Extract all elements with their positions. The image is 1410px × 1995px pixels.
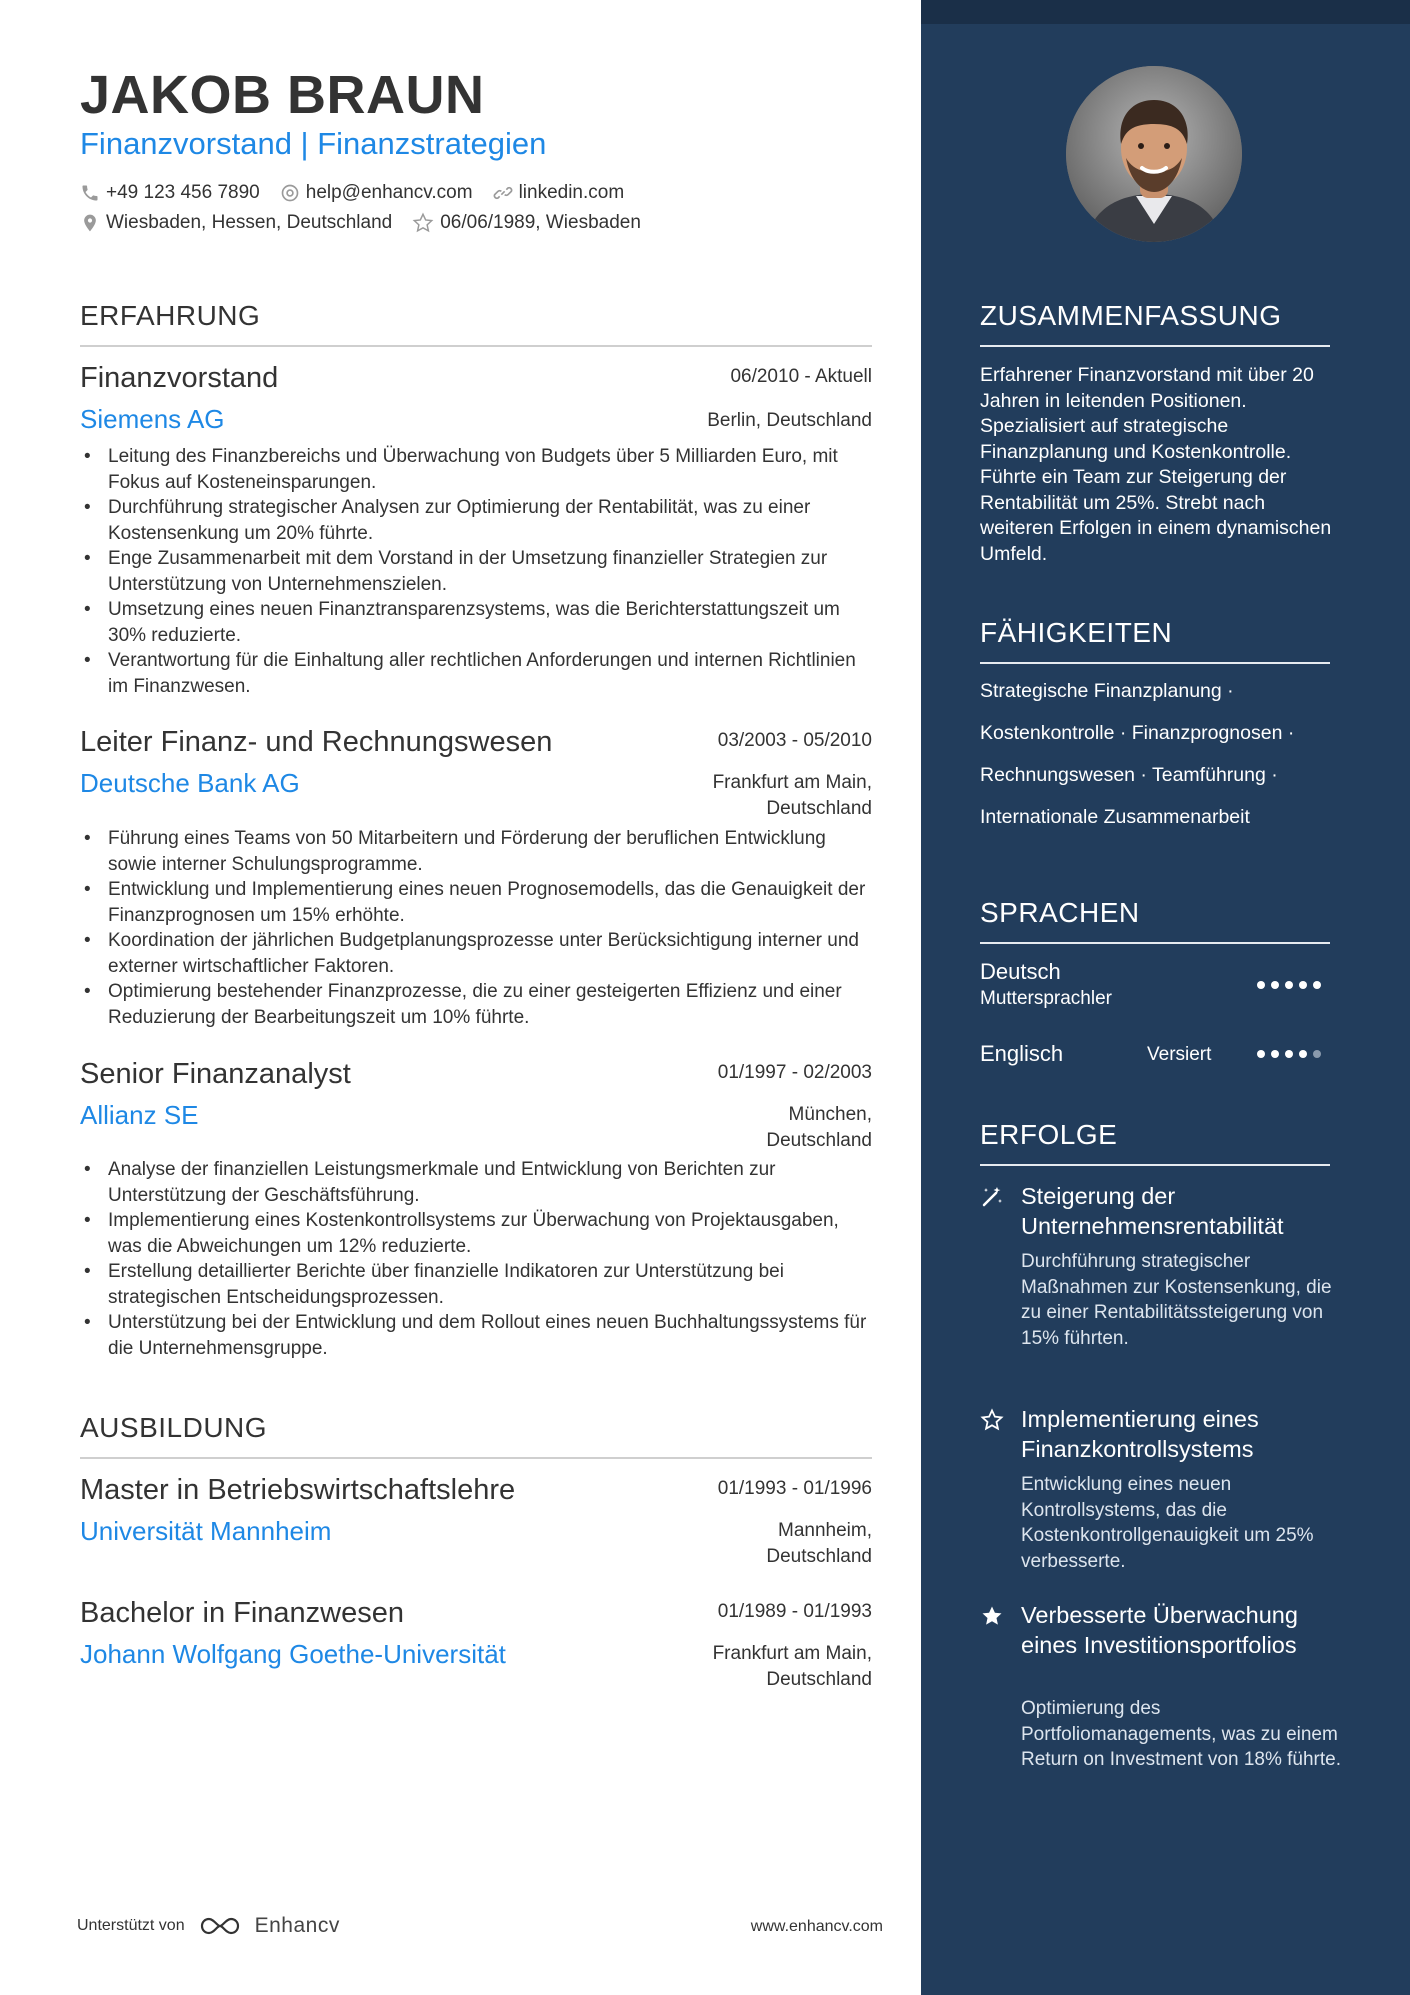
education-location-line: Deutschland (766, 1669, 872, 1690)
contact-row-1 (80, 182, 644, 204)
job-date: 06/2010 - Aktuell (730, 366, 872, 387)
job-location-line: München, (788, 1104, 872, 1125)
avatar (1066, 66, 1242, 242)
education-heading: AUSBILDUNG (80, 1412, 268, 1443)
education-location-line: Frankfurt am Main, (712, 1643, 872, 1664)
job-company: Deutsche Bank AG (80, 768, 300, 798)
job-bullet: • Implementierung eines Kostenkontrollsystems zur Überwachung von Projektausgaben, was die Abweichungen um 12% reduzierte. (108, 1208, 872, 1259)
achievement-title: Implementierung eines Finanzkontrollsystems (1021, 1406, 1259, 1462)
job-bullets (80, 444, 872, 699)
achievement-title: Steigerung der Unternehmensrentabilität (1021, 1183, 1284, 1239)
job-role: Leiter Finanz- und Rechnungswesen (80, 726, 553, 758)
skills-divider (980, 662, 1330, 664)
rating-dot-filled (1285, 981, 1293, 989)
achievement-item (980, 1404, 1340, 1574)
achievement-description: Optimierung des Portfoliomanagements, was zu einem Return on Investment von 18% führte. (1021, 1698, 1342, 1770)
achievement-title: Verbesserte Überwachung eines Investitionsportfolios (1021, 1602, 1298, 1658)
contact-phone (80, 182, 260, 204)
location-text: Wiesbaden, Hessen, Deutschland (106, 212, 393, 233)
wand-icon (980, 1185, 1004, 1209)
star-outline-icon (412, 212, 434, 234)
job-bullet: • Leitung des Finanzbereichs und Überwachung von Budgets über 5 Milliarden Euro, mit Fokus auf Kosteneinsparungen. (108, 444, 872, 495)
enhancv-logo-icon (197, 1914, 243, 1938)
summary-heading: ZUSAMMENFASSUNG (980, 300, 1282, 331)
achievement-description: Durchführung strategischer Maßnahmen zur Kostensenkung, die zu einer Rentabilitätssteigerung von 15% führten. (1021, 1251, 1332, 1349)
languages-divider (980, 942, 1330, 944)
birth-text: 06/06/1989, Wiesbaden (440, 212, 641, 233)
sidebar-top-band (921, 0, 1410, 24)
brand-text: Enhancv (254, 1914, 340, 1937)
contact-birth (412, 212, 641, 234)
job-bullet: • Durchführung strategischer Analysen zur Optimierung der Rentabilität, was zu einer Kostensenkung um 20% führte. (108, 495, 872, 546)
star-outline-icon (980, 1408, 1004, 1432)
job-bullet: • Entwicklung und Implementierung eines neuen Prognosemodells, das die Genauigkeit der Finanzprognosen um 15% erhöhte. (108, 877, 872, 928)
rating-dot-filled (1257, 1050, 1265, 1058)
skills-line: Kostenkontrolle · Finanzprognosen · (980, 722, 1295, 744)
language-name: Englisch (980, 1041, 1064, 1066)
job-bullet: • Verantwortung für die Einhaltung aller rechtlichen Anforderungen und internen Richtlinien im Finanzwesen. (108, 648, 872, 699)
powered-by-text: Unterstützt von (77, 1917, 185, 1934)
skills-line: Strategische Finanzplanung · (980, 680, 1234, 702)
summary-divider (980, 345, 1330, 347)
portrait-image (1066, 66, 1242, 242)
star-filled-icon (980, 1604, 1004, 1628)
job-location (713, 770, 872, 822)
phone-text: +49 123 456 7890 (106, 182, 260, 203)
languages-heading: SPRACHEN (980, 897, 1140, 928)
skills-line: Internationale Zusammenarbeit (980, 806, 1250, 828)
experience-divider (80, 345, 872, 347)
experience-heading: ERFAHRUNG (80, 300, 261, 331)
rating-dot-filled (1285, 1050, 1293, 1058)
skills-line: Rechnungswesen · Teamführung · (980, 764, 1278, 786)
job-role: Senior Finanzanalyst (80, 1058, 351, 1090)
job-bullet: • Führung eines Teams von 50 Mitarbeitern und Förderung der beruflichen Entwicklung sowie interner Schulungsprogramme. (108, 826, 872, 877)
job-location (766, 1102, 872, 1154)
education-school: Universität Mannheim (80, 1516, 332, 1546)
candidate-title: Finanzvorstand | Finanzstrategien (80, 126, 547, 161)
education-entry (80, 1474, 872, 1574)
contact-row-2 (80, 212, 661, 234)
language-level: Versiert (1147, 1044, 1212, 1065)
job-location-line: Frankfurt am Main, (712, 772, 872, 793)
achievement-description: Entwicklung eines neuen Kontrollsystems, das die Kostenkontrollgenauigkeit um 25% verbesserte. (1021, 1474, 1314, 1572)
education-divider (80, 1457, 872, 1459)
rating-dot-filled (1271, 981, 1279, 989)
at-icon (280, 183, 300, 203)
language-level: Muttersprachler (980, 988, 1112, 1009)
location-pin-icon (80, 213, 100, 233)
education-date: 01/1989 - 01/1993 (717, 1601, 872, 1622)
achievement-item (980, 1600, 1340, 1820)
education-entry (80, 1597, 872, 1697)
rating-dot-filled (1257, 981, 1265, 989)
job-bullet: • Koordination der jährlichen Budgetplanungsprozesse unter Berücksichtigung interner und externer wirtschaftlicher Faktoren. (108, 928, 872, 979)
contact-location (80, 212, 392, 234)
job-location-line: Deutschland (766, 798, 872, 819)
job-entry (80, 726, 872, 1036)
contact-email (280, 182, 473, 204)
education-school: Johann Wolfgang Goethe-Universität (80, 1639, 506, 1669)
footer-powered-by (77, 1914, 340, 1938)
job-bullets (80, 1157, 872, 1361)
footer-url[interactable]: www.enhancv.com (750, 1918, 883, 1935)
language-rating (1257, 981, 1327, 989)
job-location: Berlin, Deutschland (707, 410, 872, 431)
job-bullet: • Analyse der finanziellen Leistungsmerkmale und Entwicklung von Berichten zur Unterstützung der Geschäftsführung. (108, 1157, 872, 1208)
language-name: Deutsch (980, 959, 1061, 984)
job-entry (80, 362, 872, 702)
achievements-divider (980, 1164, 1330, 1166)
job-company: Siemens AG (80, 404, 225, 434)
education-location-line: Mannheim, (778, 1520, 872, 1541)
education-location-line: Deutschland (766, 1546, 872, 1567)
candidate-name: JAKOB BRAUN (80, 65, 485, 125)
job-date: 01/1997 - 02/2003 (717, 1062, 872, 1083)
summary-text: Erfahrener Finanzvorstand mit über 20 Jahren in leitenden Positionen. Spezialisiert auf strategische Finanzplanung und Kostenkontrolle. Führte ein Team zur Steigerung der Rentabilität um 25%. Strebt nach weiteren Erfolgen in einem dynamischen Umfeld. (980, 364, 1332, 565)
education-location (713, 1641, 872, 1693)
education-location (766, 1518, 872, 1570)
language-rating (1257, 1050, 1327, 1058)
job-role: Finanzvorstand (80, 362, 279, 394)
education-degree: Bachelor in Finanzwesen (80, 1597, 405, 1629)
rating-dot-filled (1299, 981, 1307, 989)
achievement-item (980, 1181, 1340, 1381)
link-icon (493, 183, 513, 203)
job-bullet: • Enge Zusammenarbeit mit dem Vorstand in der Umsetzung finanzieller Strategien zur Unterstützung von Unternehmenszielen. (108, 546, 872, 597)
education-degree: Master in Betriebswirtschaftslehre (80, 1474, 516, 1506)
job-bullet: • Umsetzung eines neuen Finanztransparenzsystems, was die Berichterstattungszeit um 30% reduzierte. (108, 597, 872, 648)
achievements-heading: ERFOLGE (980, 1119, 1118, 1150)
phone-icon (80, 183, 100, 203)
email-text[interactable]: help@enhancv.com (305, 182, 473, 203)
rating-dot-filled (1299, 1050, 1307, 1058)
link-text[interactable]: linkedin.com (518, 182, 625, 203)
rating-dot-filled (1313, 981, 1321, 989)
job-bullet: • Erstellung detaillierter Berichte über finanzielle Indikatoren zur Unterstützung bei strategischen Entscheidungsprozessen. (108, 1259, 872, 1310)
job-entry (80, 1058, 872, 1368)
job-bullet: • Unterstützung bei der Entwicklung und dem Rollout eines neuen Buchhaltungssystems für die Unternehmensgruppe. (108, 1310, 872, 1361)
rating-dot-filled (1271, 1050, 1279, 1058)
job-bullet: • Optimierung bestehender Finanzprozesse, die zu einer gesteigerten Effizienz und einer Reduzierung der Bearbeitungszeit um 10% führte. (108, 979, 872, 1030)
job-company: Allianz SE (80, 1100, 199, 1130)
job-location-line: Deutschland (766, 1130, 872, 1151)
job-bullets (80, 826, 872, 1030)
job-date: 03/2003 - 05/2010 (717, 730, 872, 751)
rating-dot-empty (1313, 1050, 1321, 1058)
sidebar (921, 0, 1410, 1995)
education-date: 01/1993 - 01/1996 (717, 1478, 872, 1499)
contact-link (493, 182, 625, 204)
skills-heading: FÄHIGKEITEN (980, 617, 1173, 648)
